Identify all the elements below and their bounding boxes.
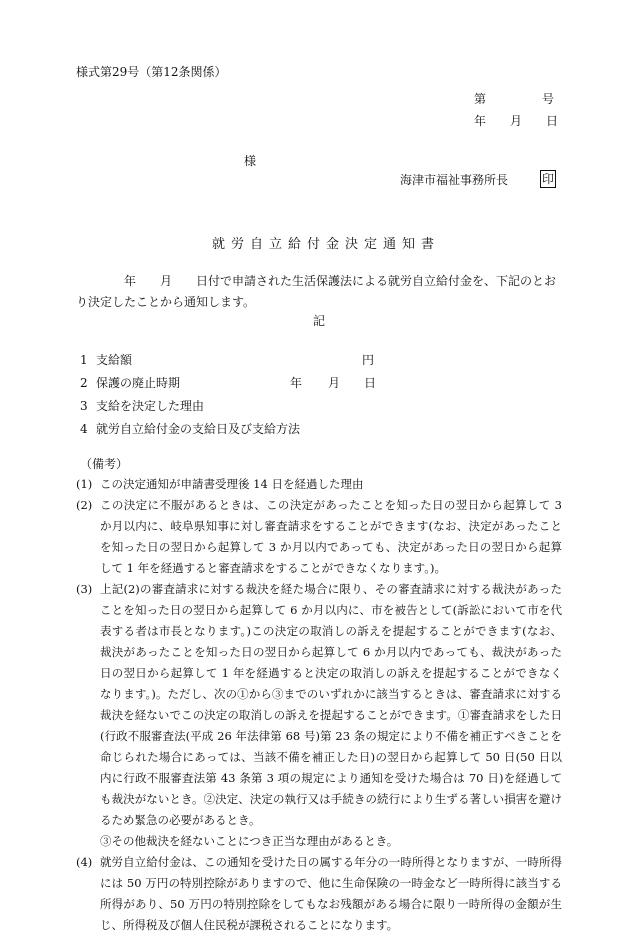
date-month: 月 [510, 114, 523, 128]
note-2 [76, 495, 562, 579]
note-1-number: (1) [76, 477, 93, 491]
ki-marker: 記 [313, 314, 326, 328]
addressee-suffix: 様 [244, 154, 257, 168]
notes-heading: （備考） [80, 457, 129, 471]
item-2-month: 月 [328, 376, 341, 390]
issuer-name: 海津市福祉事務所長 [400, 173, 509, 187]
note-4-number: (4) [76, 855, 93, 869]
date-year: 年 [474, 114, 487, 128]
seal-text: 印 [542, 172, 555, 186]
note-2-number: (2) [76, 498, 93, 512]
intro-line-1: 日付で申請された生活保護法による就労自立給付金を、下記のとお [196, 274, 557, 288]
item-1-label: 支給額 [96, 353, 133, 367]
item-4-label: 就労自立給付金の支給日及び支給方法 [96, 422, 301, 436]
item-3-label: 支給を決定した理由 [96, 399, 205, 413]
note-3 [76, 579, 562, 831]
date-day: 日 [546, 114, 559, 128]
note-3-number: (3) [76, 582, 93, 596]
intro-year: 年 [124, 274, 137, 288]
note-4-text: 就労自立給付金は、この通知を受けた日の属する年分の一時所得となりますが、一時所得には 50 万円の特別控除がありますので、他に生命保険の一時金など一時所得に該当する所得があり、50 万円の特別控除をしてもなお残額がある場合に限り一時所得の金額が生じ、所得税及び個人住民税が課税されることになります。 [100, 855, 562, 932]
note-2-text: この決定に不服があるときは、この決定があったことを知った日の翌日から起算して 3 か月以内に、岐阜県知事に対し審査請求をすることができます(なお、決定があったことを知った日の翌日から起算して 3 か月以内であっても、決定があった日の翌日から起算して 1 年を経過すると審査請求をすることができなくなります。)。 [100, 498, 562, 575]
notes-list [76, 474, 562, 936]
item-2-number: 2 [80, 376, 88, 390]
item-2-year: 年 [290, 376, 303, 390]
item-3-number: 3 [80, 399, 88, 413]
note-4 [76, 852, 562, 936]
item-2-label: 保護の廃止時期 [96, 376, 181, 390]
form-identifier: 様式第29号（第12条関係） [76, 65, 227, 79]
note-3-sub: ③その他裁決を経ないことにつき正当な理由があるとき。 [100, 834, 399, 848]
intro-line-2: り決定したことから通知します。 [76, 295, 256, 309]
item-1-yen: 円 [362, 353, 375, 367]
document-title: 就労自立給付金決定通知書 [212, 237, 441, 252]
seal-mark [540, 170, 556, 188]
note-1 [76, 474, 562, 495]
note-1-text: この決定通知が申請書受理後 14 日を経過した理由 [100, 477, 364, 491]
intro-month: 月 [160, 274, 173, 288]
number-suffix: 号 [542, 92, 555, 106]
item-1-number: 1 [80, 353, 88, 367]
item-4-number: 4 [80, 422, 88, 436]
number-label: 第 [474, 92, 487, 106]
item-2-day: 日 [364, 376, 377, 390]
note-3-text: 上記(2)の審査請求に対する裁決を経た場合に限り、その審査請求に対する裁決があったことを知った日の翌日から起算して 6 か月以内に、市を被告として(訴訟において市を代表する者は市長となります。)この決定の取消しの訴えを提起することができます(なお、裁決があったことを知った日の翌日から起算して 6 か月以内であっても、裁決があった日の翌日から起算して 1 年を経過すると決定の取消しの訴えを提起することができなくなります。)。ただし、次の①から③までのいずれかに該当するときは、審査請求に対する裁決を経ないでこの決定の取消しの訴えを提起することができます。①審査請求をした日(行政不服審査法(平成 26 年法律第 68 号)第 23 条の規定により不備を補正すべきことを命じられた場合にあっては、当該不備を補正した日)の翌日から起算して 50 日(50 日以内に行政不服審査法第 43 条第 3 項の規定により通知を受けた場合は 70 日)を経過しても裁決がないとき。②決定、決定の執行又は手続きの続行により生ずる著しい損害を避けるため緊急の必要があるとき。 [100, 582, 562, 827]
